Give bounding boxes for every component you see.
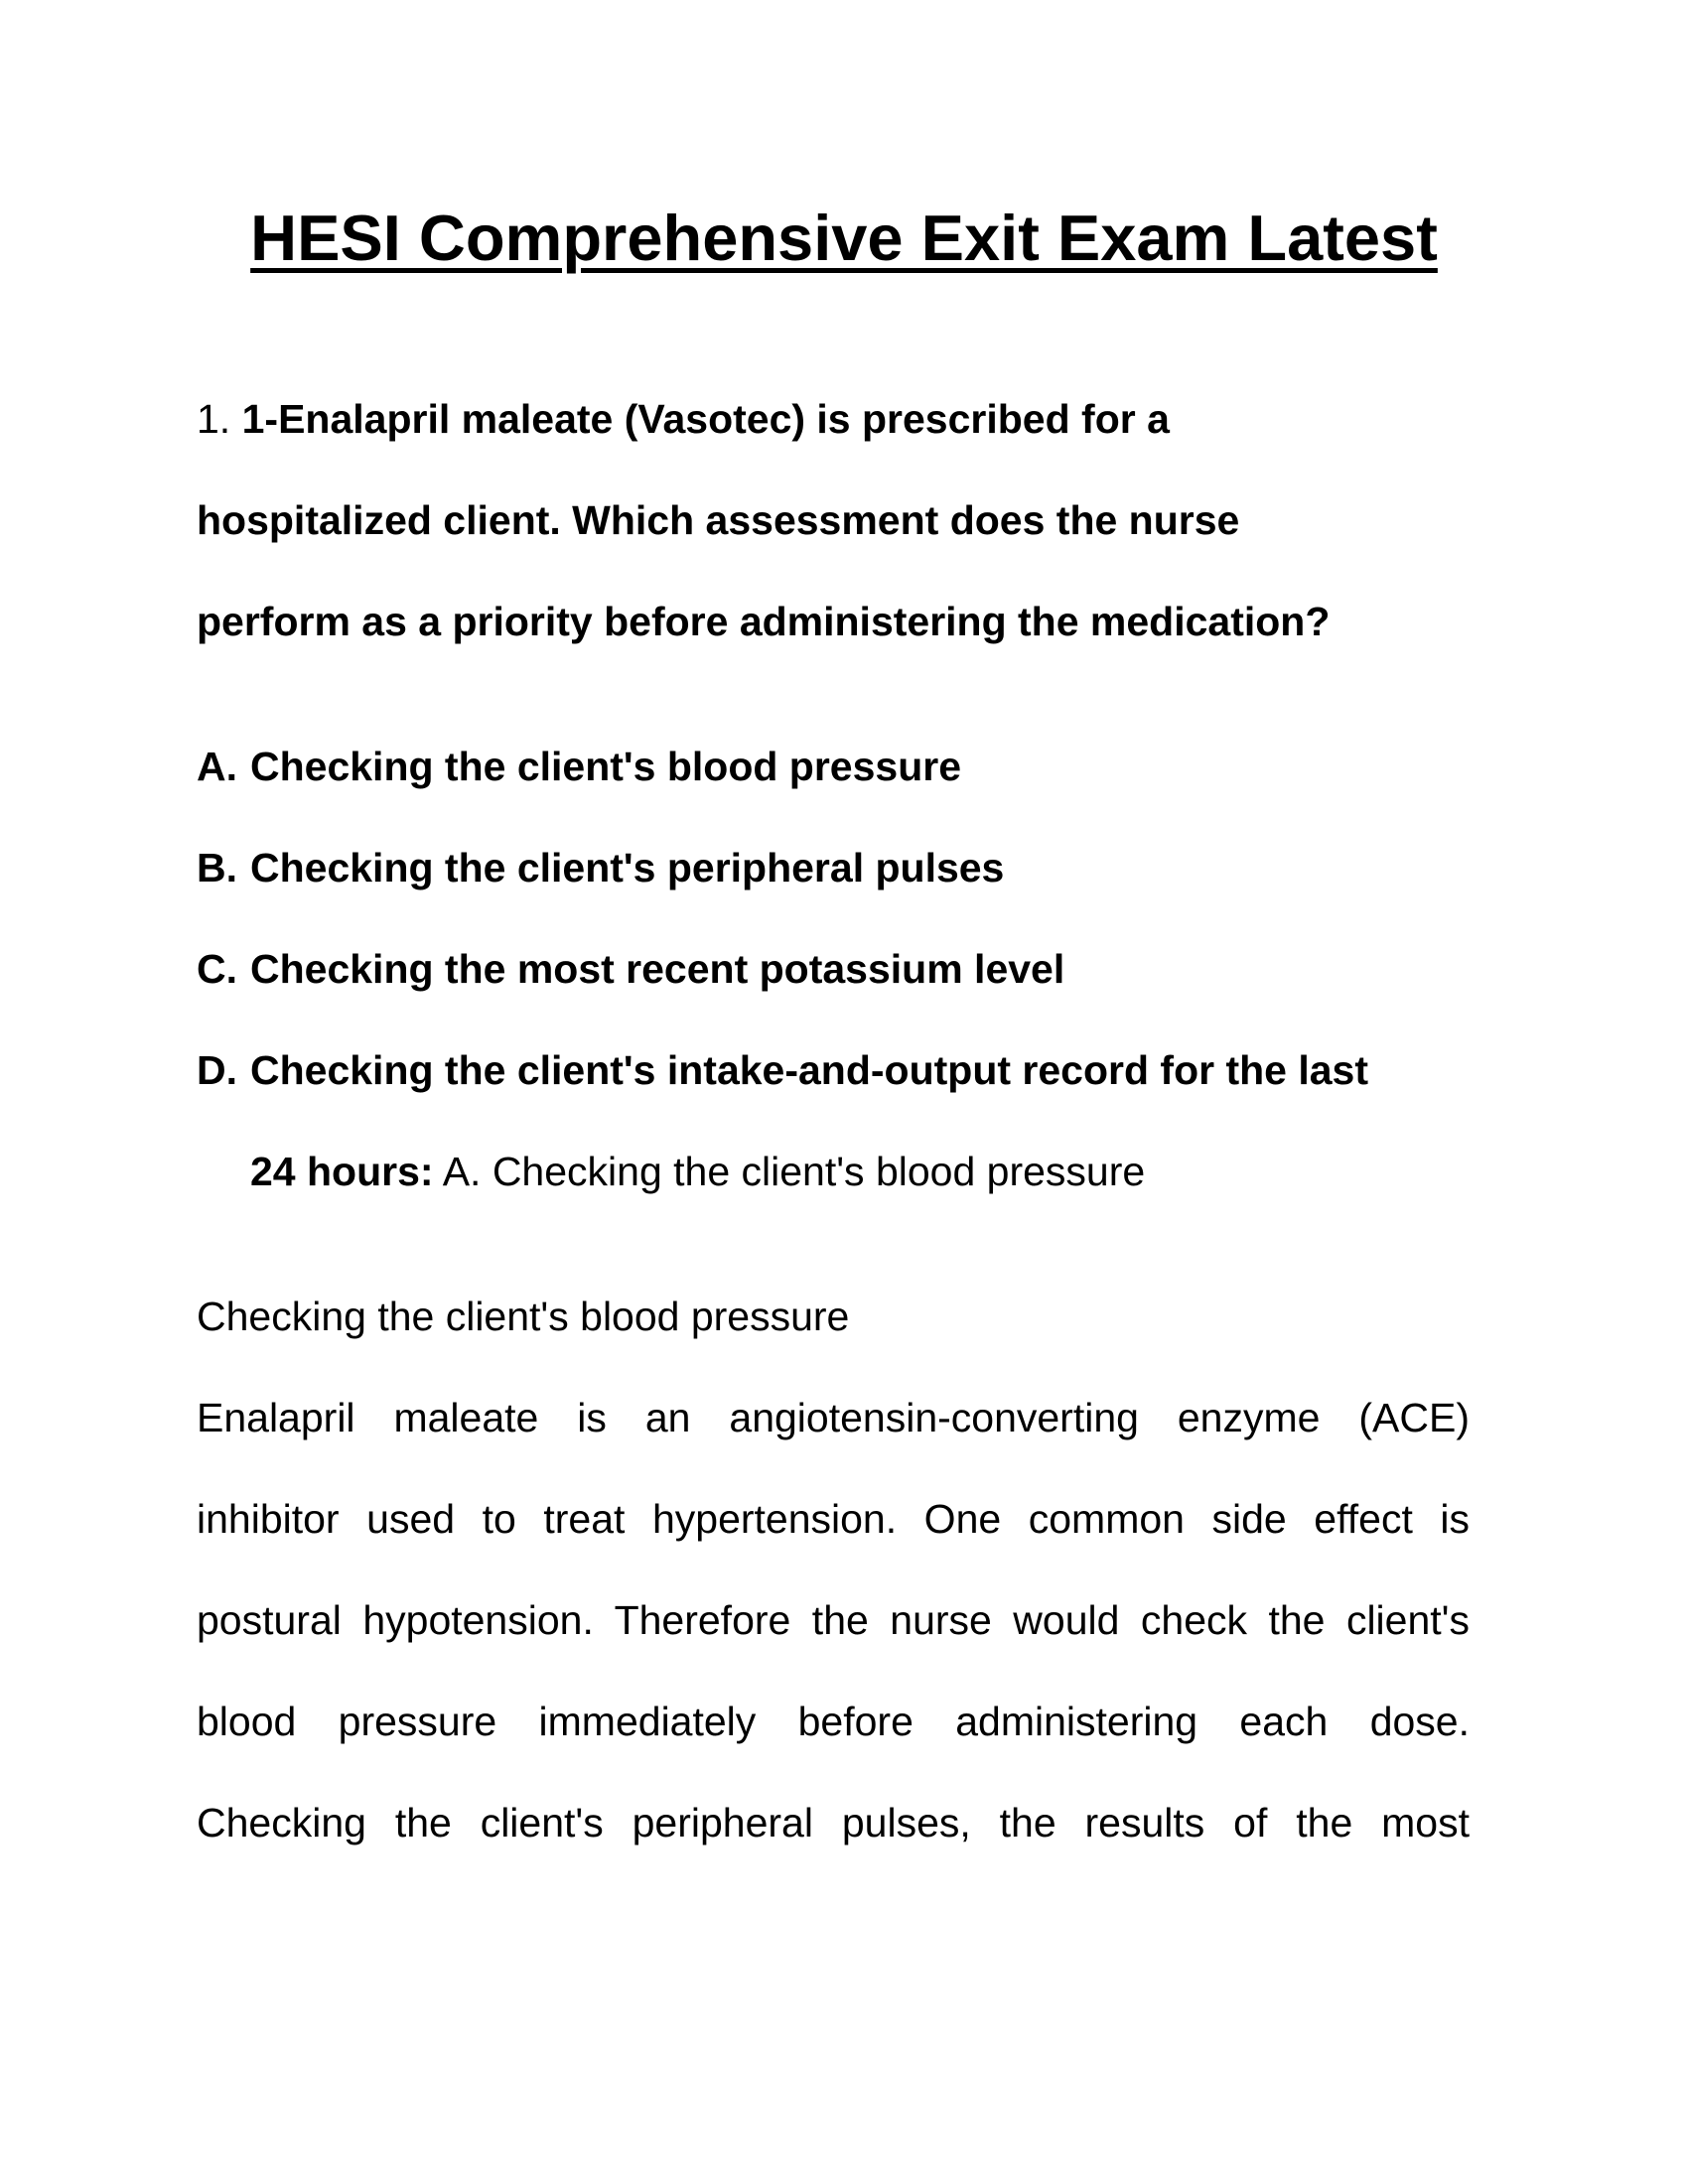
option-b-text: Checking the client's peripheral pulses <box>250 845 1005 890</box>
option-d-continuation: 24 hours: <box>250 1149 434 1194</box>
title-text: HESI Comprehensive Exit Exam Latest <box>250 202 1438 274</box>
option-c-letter: C. <box>197 946 237 992</box>
question-number: 1. <box>197 396 231 442</box>
question-text-1: 1-Enalapril maleate (Vasotec) is prescribed for a <box>241 396 1170 442</box>
question-line-3: perform as a priority before administering the medication? <box>197 599 1331 644</box>
rationale-line-1: Enalapril maleate is an angiotensin-converting enzyme (ACE) <box>197 1395 1470 1440</box>
question-line-2: hospitalized client. Which assessment does the nurse <box>197 497 1240 543</box>
option-c <box>197 939 1064 999</box>
option-a-letter: A. <box>197 744 237 789</box>
rationale-line-5: Checking the client's peripheral pulses, the results of the most <box>197 1800 1470 1845</box>
option-d-letter: D. <box>197 1047 237 1093</box>
option-a-text: Checking the client's blood pressure <box>250 744 962 789</box>
option-d <box>197 1040 1368 1100</box>
question-line-1 <box>197 389 1170 449</box>
option-d-text: Checking the client's intake-and-output record for the last <box>250 1047 1368 1093</box>
option-b-letter: B. <box>197 845 237 890</box>
page-title <box>0 194 1688 283</box>
rationale-line-2: inhibitor used to treat hypertension. One common side effect is <box>197 1496 1470 1542</box>
rationale-line-3: postural hypotension. Therefore the nurse would check the client's <box>197 1597 1470 1643</box>
option-d-continuation-line <box>250 1142 1145 1201</box>
rationale-heading: Checking the client's blood pressure <box>197 1294 850 1339</box>
option-c-text: Checking the most recent potassium level <box>250 946 1065 992</box>
option-b <box>197 838 1004 897</box>
rationale-line-4: blood pressure immediately before administering each dose. <box>197 1699 1470 1744</box>
answer-text: A. Checking the client's blood pressure <box>442 1149 1146 1194</box>
option-a <box>197 737 961 796</box>
